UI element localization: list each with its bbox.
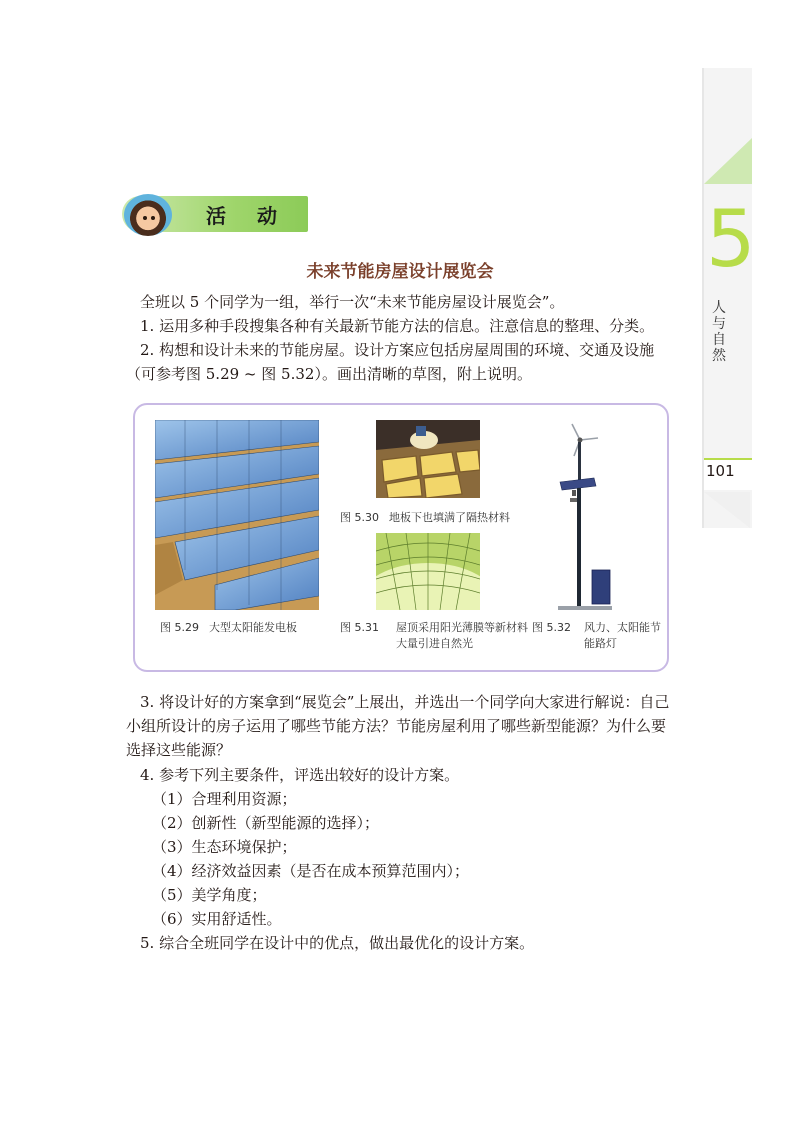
criterion-5: （5）美学角度；: [152, 886, 267, 904]
criterion-1: （1）合理利用资源；: [152, 790, 297, 808]
caption-fig-5-30: 图 5.30 地板下也填满了隔热材料: [340, 511, 510, 524]
insulated-floor-photo: [376, 420, 480, 498]
caption-fig-5-32: 图 5.32 风力、太阳能节能路灯: [532, 621, 661, 650]
activity-title: 未来节能房屋设计展览会: [306, 262, 494, 282]
criterion-6: （6）实用舒适性。: [152, 910, 282, 928]
child-avatar-icon: [124, 194, 172, 236]
chapter-tab-corner: [704, 138, 752, 184]
page-corner-fold: [704, 492, 750, 528]
criterion-4: （4）经济效益因素（是否在成本预算范围内）；: [152, 862, 470, 880]
chapter-title: 人与自然: [712, 300, 726, 364]
solar-panels-photo: [155, 420, 319, 610]
step-5: 5. 综合全班同学在设计中的优点，做出最优化的设计方案。: [140, 934, 535, 952]
criterion-2: （2）创新性（新型能源的选择）；: [152, 814, 380, 832]
sunlight-film-roof-photo: [376, 533, 480, 610]
step-3: 3. 将设计好的方案拿到“展览会”上展出，并选出一个同学向大家进行解说：自己小组所设计的房子运用了哪些节能方法？节能房屋利用了哪些新型能源？为什么要选择这些能源？: [126, 693, 670, 759]
caption-fig-5-29: 图 5.29 大型太阳能发电板: [160, 621, 297, 634]
activity-label: 活 动: [206, 204, 289, 228]
chapter-number: 5: [706, 195, 756, 285]
step-1: 1. 运用多种手段搜集各种有关最新节能方法的信息。注意信息的整理、分类。: [140, 317, 655, 335]
step-4: 4. 参考下列主要条件，评选出较好的设计方案。: [140, 766, 460, 784]
caption-fig-5-31: 图 5.31 屋顶采用阳光薄膜等新材料大量引进自然光: [340, 621, 528, 650]
wind-solar-streetlight-photo: [548, 420, 618, 612]
intro-paragraph: 全班以 5 个同学为一组，举行一次“未来节能房屋设计展览会”。: [140, 293, 565, 311]
criterion-3: （3）生态环境保护；: [152, 838, 297, 856]
step-2: 2. 构想和设计未来的节能房屋。设计方案应包括房屋周围的环境、交通及设施（可参考图 5.29 ~ 图 5.32）。画出清晰的草图，附上说明。: [126, 341, 655, 383]
page-number: 101: [706, 462, 735, 480]
